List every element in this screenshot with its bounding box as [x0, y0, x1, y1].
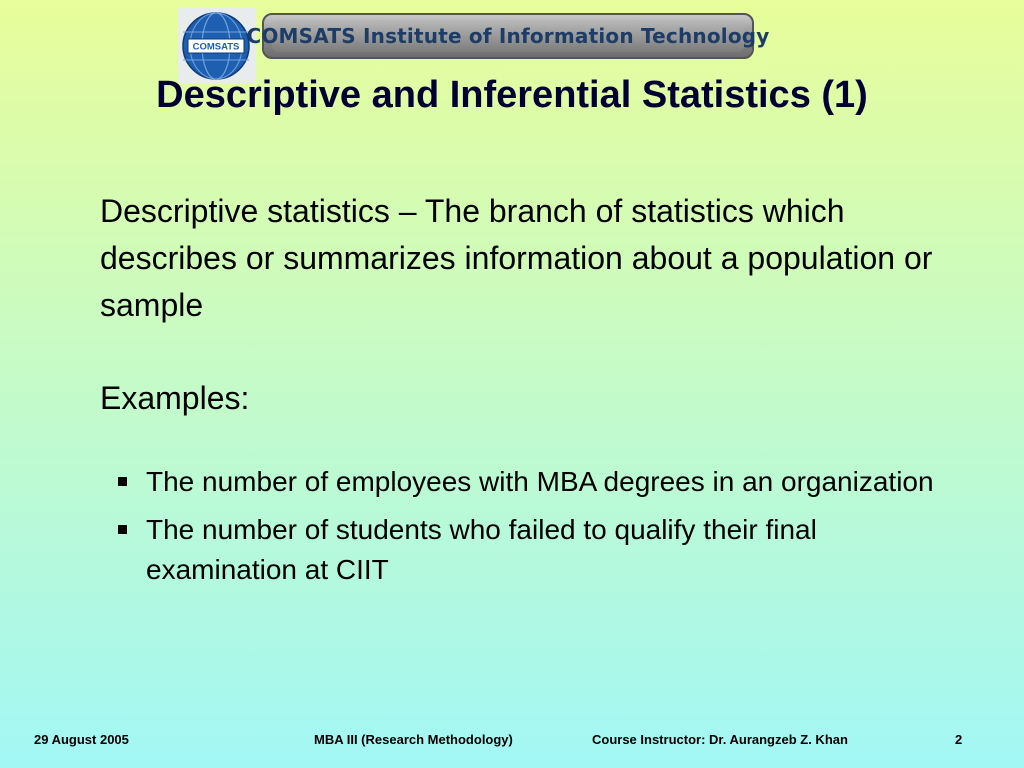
- banner-panel: [246, 20, 770, 52]
- examples-label: Examples:: [100, 380, 250, 416]
- list-item-text: The number of employees with MBA degrees in an organization: [146, 466, 934, 497]
- examples-list: [100, 462, 960, 590]
- slide-body: [100, 188, 960, 598]
- comsats-logo: [178, 8, 256, 84]
- footer-course: MBA III (Research Methodology): [314, 732, 513, 747]
- banner-text: COMSATS Institute of Information Technology: [246, 24, 770, 48]
- footer-date: 29 August 2005: [34, 732, 129, 747]
- list-item: [100, 462, 960, 502]
- list-item-text: The number of students who failed to qualify their final examination at CIIT: [146, 514, 817, 585]
- footer-instructor: Course Instructor: Dr. Aurangzeb Z. Khan: [592, 732, 848, 747]
- definition-text: Descriptive statistics – The branch of statistics which describes or summarizes information about a population or sample: [100, 193, 933, 323]
- globe-logo-icon: [182, 12, 250, 80]
- square-bullet-icon: [118, 525, 127, 534]
- logo-label: COMSATS: [192, 41, 240, 53]
- footer-page-number: 2: [955, 732, 963, 747]
- square-bullet-icon: [118, 477, 127, 486]
- institute-banner: [246, 13, 770, 59]
- list-item: [100, 510, 960, 590]
- slide-title: Descriptive and Inferential Statistics (1): [156, 74, 868, 116]
